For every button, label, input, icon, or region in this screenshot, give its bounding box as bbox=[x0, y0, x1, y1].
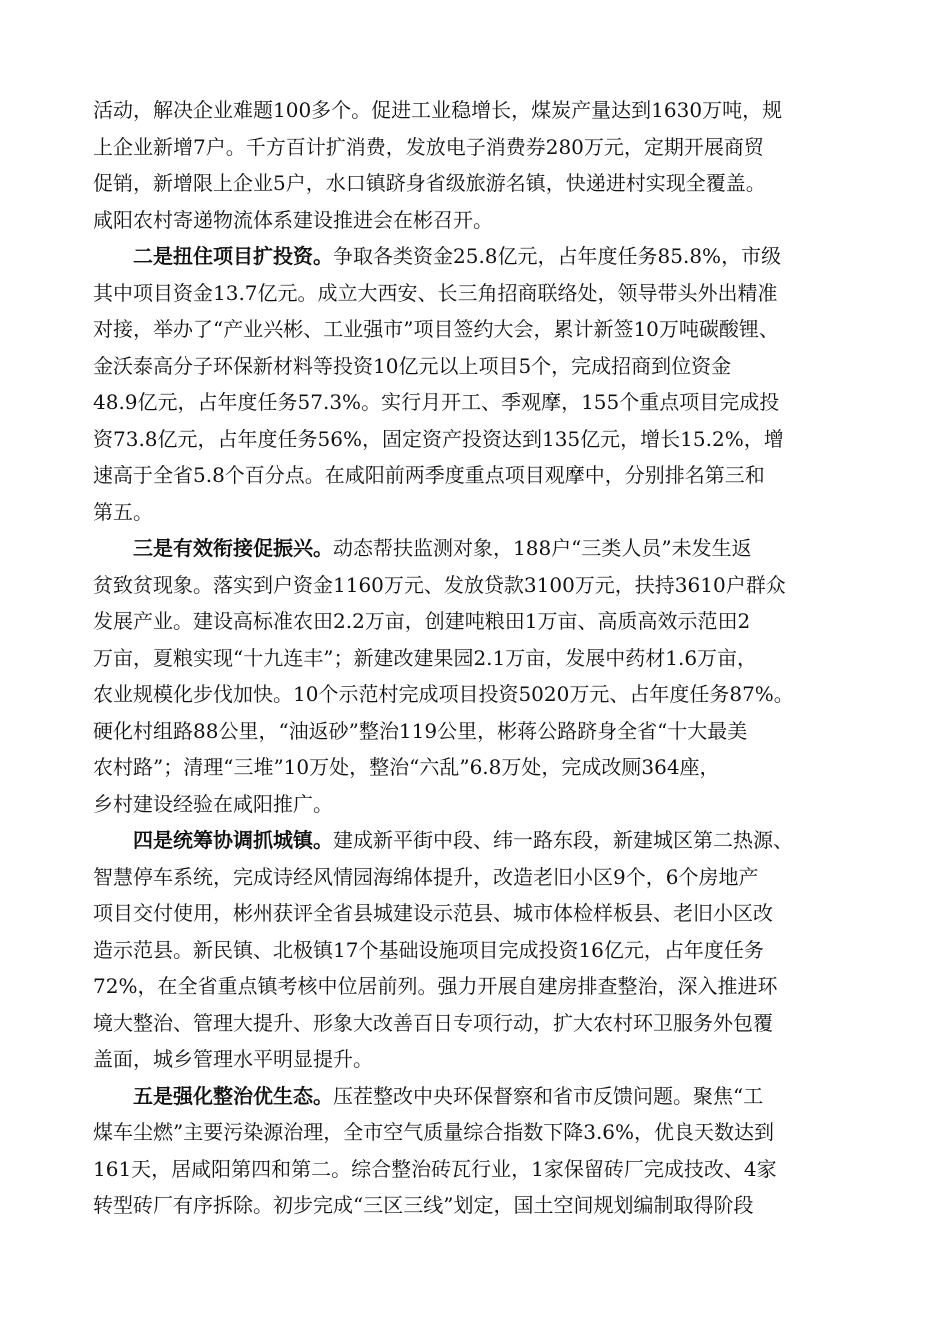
paragraph-industry-continuation bbox=[93, 92, 883, 238]
paragraph-heading: 五是强化整治优生态。 bbox=[133, 1083, 333, 1108]
text-line: 金沃泰高分子环保新材料等投资10亿元以上项目5个，完成招商到位资金 bbox=[93, 353, 732, 378]
text-line: 其中项目资金13.7亿元。成立大西安、长三角招商联络处，领导带头外出精准 bbox=[93, 280, 778, 305]
text-line: 转型砖厂有序拆除。初步完成“三区三线”划定，国土空间规划编制取得阶段 bbox=[93, 1193, 754, 1217]
text-line: 造示范县。新民镇、北极镇17个基础设施项目完成投资16亿元，占年度任务 bbox=[93, 937, 764, 962]
paragraph-investment bbox=[93, 238, 883, 530]
text-line: 发展产业。建设高标准农田2.2万亩，创建吨粮田1万亩、高质高效示范田2 bbox=[93, 609, 751, 633]
text-line: 硬化村组路88公里，“油返砂”整治119公里，彬蒋公路跻身全省“十大最美 bbox=[93, 718, 748, 743]
paragraph-first-line bbox=[93, 1078, 883, 1115]
paragraph-revitalization bbox=[93, 530, 883, 822]
text-line: 煤车尘燃”主要污染源治理，全市空气质量综合指数下降3.6%，优良天数达到 bbox=[93, 1120, 775, 1144]
text-line: 上企业新增7户。千方百计扩消费，发放电子消费券280万元，定期开展商贸 bbox=[93, 134, 764, 159]
text-line: 促销，新增限上企业5户，水口镇跻身省级旅游名镇，快递进村实现全覆盖。 bbox=[93, 171, 766, 195]
text-line: 万亩，夏粮实现“十九连丰”；新建改建果园2.1万亩，发展中药材1.6万亩， bbox=[93, 645, 758, 670]
paragraph-heading: 四是统筹协调抓城镇。 bbox=[133, 828, 333, 852]
paragraph-heading: 二是扭住项目扩投资。 bbox=[133, 244, 333, 268]
text-line: 项目交付使用，彬州获评全省县城建设示范县、城市体检样板县、老旧小区改 bbox=[93, 901, 773, 925]
text-line: 乡村建设经验在咸阳推广。 bbox=[93, 791, 333, 816]
text-line: 资73.8亿元，占年度任务56%，固定资产投资达到135亿元，增长15.2%，增 bbox=[93, 426, 784, 451]
paragraph-heading: 三是有效衔接促振兴。 bbox=[133, 536, 333, 560]
text-line: 农业规模化步伐加快。10个示范村完成项目投资5020万元、占年度任务87%。 bbox=[93, 682, 794, 706]
text-line: 境大整治、管理大提升、形象大改善百日专项行动，扩大农村环卫服务外包覆 bbox=[93, 1010, 773, 1035]
text-line: 第五。 bbox=[93, 499, 153, 524]
document-body bbox=[93, 92, 883, 1224]
text-line: 对接，举办了“产业兴彬、工业强市”项目签约大会，累计新签10万吨碳酸锂、 bbox=[93, 317, 779, 341]
text-line: 农村路”；清理“三堆”10万处，整治“六乱”6.8万处，完成改厕364座， bbox=[93, 755, 720, 779]
paragraph-urban bbox=[93, 822, 883, 1078]
paragraph-first-line bbox=[93, 530, 883, 567]
text-line: 智慧停车系统，完成诗经风情园海绵体提升，改造老旧小区9个，6个房地产 bbox=[93, 864, 759, 889]
text-line: 速高于全省5.8个百分点。在咸阳前两季度重点项目观摩中，分别排名第三和 bbox=[93, 463, 765, 487]
text-line: 贫致贫现象。落实到户资金1160万元、发放贷款3100万元，扶持3610户群众 bbox=[93, 572, 786, 597]
paragraph-first-line-text: 压茬整改中央环保督察和省市反馈问题。聚焦“工 bbox=[333, 1083, 764, 1108]
paragraph-first-line-text: 动态帮扶监测对象，188户“三类人员”未发生返 bbox=[333, 536, 752, 560]
paragraph-first-line-text: 建成新平街中段、纬一路东段，新建城区第二热源、 bbox=[333, 828, 793, 852]
paragraph-first-line bbox=[93, 822, 883, 859]
paragraph-first-line bbox=[93, 238, 883, 275]
text-line: 161天，居咸阳第四和第二。综合整治砖瓦行业，1家保留砖厂完成技改、4家 bbox=[93, 1156, 777, 1181]
text-line: 盖面，城乡管理水平明显提升。 bbox=[93, 1047, 373, 1071]
text-line: 72%，在全省重点镇考核中位居前列。强力开展自建房排查整治，深入推进环 bbox=[93, 974, 778, 998]
text-line: 活动，解决企业难题100多个。促进工业稳增长，煤炭产量达到1630万吨，规 bbox=[93, 98, 783, 122]
paragraph-ecology bbox=[93, 1078, 883, 1224]
text-line: 咸阳农村寄递物流体系建设推进会在彬召开。 bbox=[93, 207, 493, 232]
text-line: 48.9亿元，占年度任务57.3%。实行月开工、季观摩，155个重点项目完成投 bbox=[93, 390, 780, 414]
paragraph-first-line-text: 争取各类资金25.8亿元，占年度任务85.8%，市级 bbox=[333, 244, 782, 268]
